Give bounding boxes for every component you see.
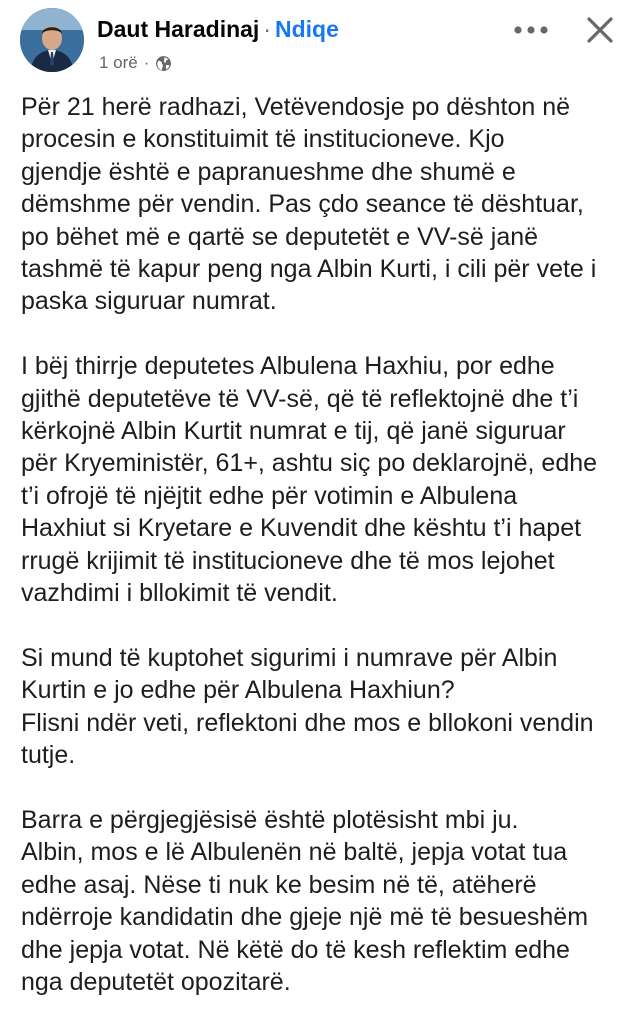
- author-name[interactable]: Daut Haradinaj: [97, 16, 260, 42]
- author-line: [97, 14, 339, 44]
- post-meta: [99, 52, 172, 74]
- post-paragraph: I bëj thirrje deputetes Albulena Haxhiu, por edhe gjithë deputetëve të VV-së, që të reflektojnë dhe t’i kërkojnë Albin Kurtit numrat e tij, që janë siguruar për Kryeministër, 61+, ashtu siç po deklarojnë, edhe t’i ofrojë të njëjtit edhe për votimin e Albulena Haxhiut si Kryetare e Kuvendit dhe kështu t’i hapet rrugë krijimit të institucioneve dhe të mos lejohet vazhdimi i bllokimit të vendit.: [21, 352, 598, 608]
- post-text: [21, 91, 621, 1031]
- post-header: [0, 0, 633, 90]
- post-paragraph: Barra e përgjegjësisë është plotësisht mbi ju. Albin, mos e lë Albulenën në baltë, jepja votat tua edhe asaj. Nëse ti nuk ke besim në të, atëherë ndërroje kandidatin dhe gjeje një më të besueshëm dhe jepja votat. Në këtë do të kesh reflektim edhe nga deputetët opozitarë.: [21, 805, 589, 996]
- close-icon: [580, 10, 620, 50]
- close-button[interactable]: [580, 10, 620, 50]
- more-options-button[interactable]: [508, 14, 554, 46]
- post-timestamp[interactable]: 1 orë: [99, 53, 138, 72]
- globe-icon[interactable]: [155, 55, 172, 72]
- meta-separator: ·: [143, 53, 150, 72]
- author-avatar[interactable]: [20, 8, 84, 72]
- post-paragraph: Si mund të kuptohet sigurimi i numrave për Albin Kurtin e jo edhe për Albulena Haxhiun? Flisni ndër veti, reflektoni dhe mos e bllokoni vendin tutje.: [21, 643, 594, 770]
- post-paragraph: Për 21 herë radhazi, Vetëvendosje po dështon në procesin e konstituimit të institucioneve. Kjo gjendje është e papranueshme dhe shumë e dëmshme për vendin. Pas çdo seance të dështuar, po bëhet më e qartë se deputetët e VV-së janë tashmë të kapur peng nga Albin Kurti, i cili për vete i paska siguruar numrat.: [21, 93, 597, 316]
- follow-button[interactable]: Ndiqe: [275, 16, 339, 42]
- author-separator: ·: [263, 16, 271, 42]
- more-options-icon: [514, 26, 548, 34]
- avatar-photo: [20, 8, 84, 72]
